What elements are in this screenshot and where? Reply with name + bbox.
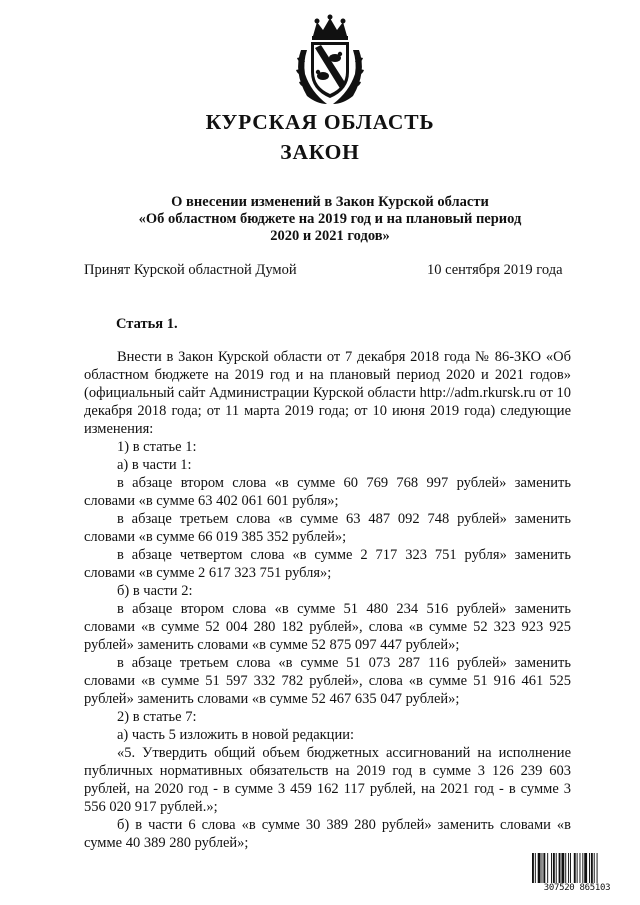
law-heading: ЗАКОН [280, 140, 360, 164]
barcode [531, 853, 623, 897]
barcode-bar [582, 853, 583, 883]
barcode-bar [580, 853, 581, 883]
barcode-number: 307520 865103 [543, 883, 611, 893]
barcode-icon [531, 853, 623, 883]
body-paragraph: Внести в Закон Курской области от 7 декабря 2018 года № 86-ЗКО «Об областном бюджете на 2019 год и на плановый период 2020 и 2021 годов» (официальный сайт Администрации Курской области http://adm.rkursk.ru от 10 декабря 2018 года; от 11 марта 2019 года; от 10 июня 2019 года) следующие изменения: [84, 349, 571, 437]
body-paragraph: «5. Утвердить общий объем бюджетных ассигнований на исполнение публичных нормативных обязательств на 2019 год в сумме 3 126 239 603 рублей, на 2020 год - в сумме 3 459 162 117 рублей, на 2021 год - в сумме 3 556 020 917 рублей.»; [84, 745, 571, 815]
adopted-date: 10 сентября 2019 года [427, 262, 563, 278]
barcode-bar [551, 853, 552, 883]
barcode-bar [542, 853, 543, 883]
article-heading: Статья 1. [116, 316, 178, 332]
barcode-bar [535, 853, 536, 883]
body-paragraph: в абзаце третьем слова «в сумме 51 073 287 116 рублей» заменить словами «в сумме 51 597 332 782 рублей», слова «в сумме 51 916 461 525 рублей» заменить словами «в сумме 52 467 635 047 рублей»; [84, 655, 571, 707]
body-paragraph: в абзаце втором слова «в сумме 51 480 234 516 рублей» заменить словами «в сумме 52 004 280 182 рублей», слова «в сумме 52 323 923 925 рублей» заменить словами «в сумме 52 875 097 447 рублей»; [84, 601, 571, 653]
barcode-bar [594, 853, 595, 883]
body-paragraph: б) в части 6 слова «в сумме 30 389 280 рублей» заменить словами «в сумме 40 389 280 рублей»; [84, 817, 571, 851]
region-heading: КУРСКАЯ ОБЛАСТЬ [205, 110, 435, 134]
barcode-bar [565, 853, 566, 883]
body-paragraph: 1) в статье 1: [117, 439, 197, 455]
barcode-bar [584, 853, 587, 883]
barcode-bar [559, 853, 561, 883]
body-paragraph: в абзаце третьем слова «в сумме 63 487 092 748 рублей» заменить словами «в сумме 66 019 385 352 рублей»; [84, 511, 571, 545]
law-title-line: «Об областном бюджете на 2019 год и на плановый период [138, 211, 522, 227]
body-paragraph: а) в части 1: [117, 457, 192, 473]
barcode-bar [589, 853, 590, 883]
barcode-bar [570, 853, 571, 883]
barcode-bar [577, 853, 578, 883]
barcode-bar [547, 853, 548, 883]
barcode-bar [591, 853, 593, 883]
barcode-bar [538, 853, 541, 883]
body-paragraph: а) часть 5 изложить в новой редакции: [117, 727, 354, 743]
barcode-bar [556, 853, 557, 883]
barcode-bar [561, 853, 564, 883]
body-paragraph: в абзаце четвертом слова «в сумме 2 717 323 751 рубля» заменить словами «в сумме 2 617 323 751 рубля»; [84, 547, 571, 581]
adopted-by: Принят Курской областной Думой [84, 262, 297, 278]
barcode-bar [568, 853, 569, 883]
body-paragraph: 2) в статье 7: [117, 709, 197, 725]
coat-of-arms-icon [291, 14, 369, 106]
body-paragraph: б) в части 2: [117, 583, 193, 599]
law-title-line: О внесении изменений в Закон Курской области [171, 194, 489, 210]
law-title-line: 2020 и 2021 годов» [270, 228, 390, 244]
barcode-bar [553, 853, 555, 883]
body-paragraph: в абзаце втором слова «в сумме 60 769 768 997 рублей» заменить словами «в сумме 63 402 061 601 рубля»; [84, 475, 571, 509]
article-body [84, 348, 571, 852]
barcode-bar [543, 853, 545, 883]
barcode-bar [574, 853, 576, 883]
barcode-bar [597, 853, 598, 883]
barcode-bar [532, 853, 534, 883]
law-title [110, 194, 550, 245]
